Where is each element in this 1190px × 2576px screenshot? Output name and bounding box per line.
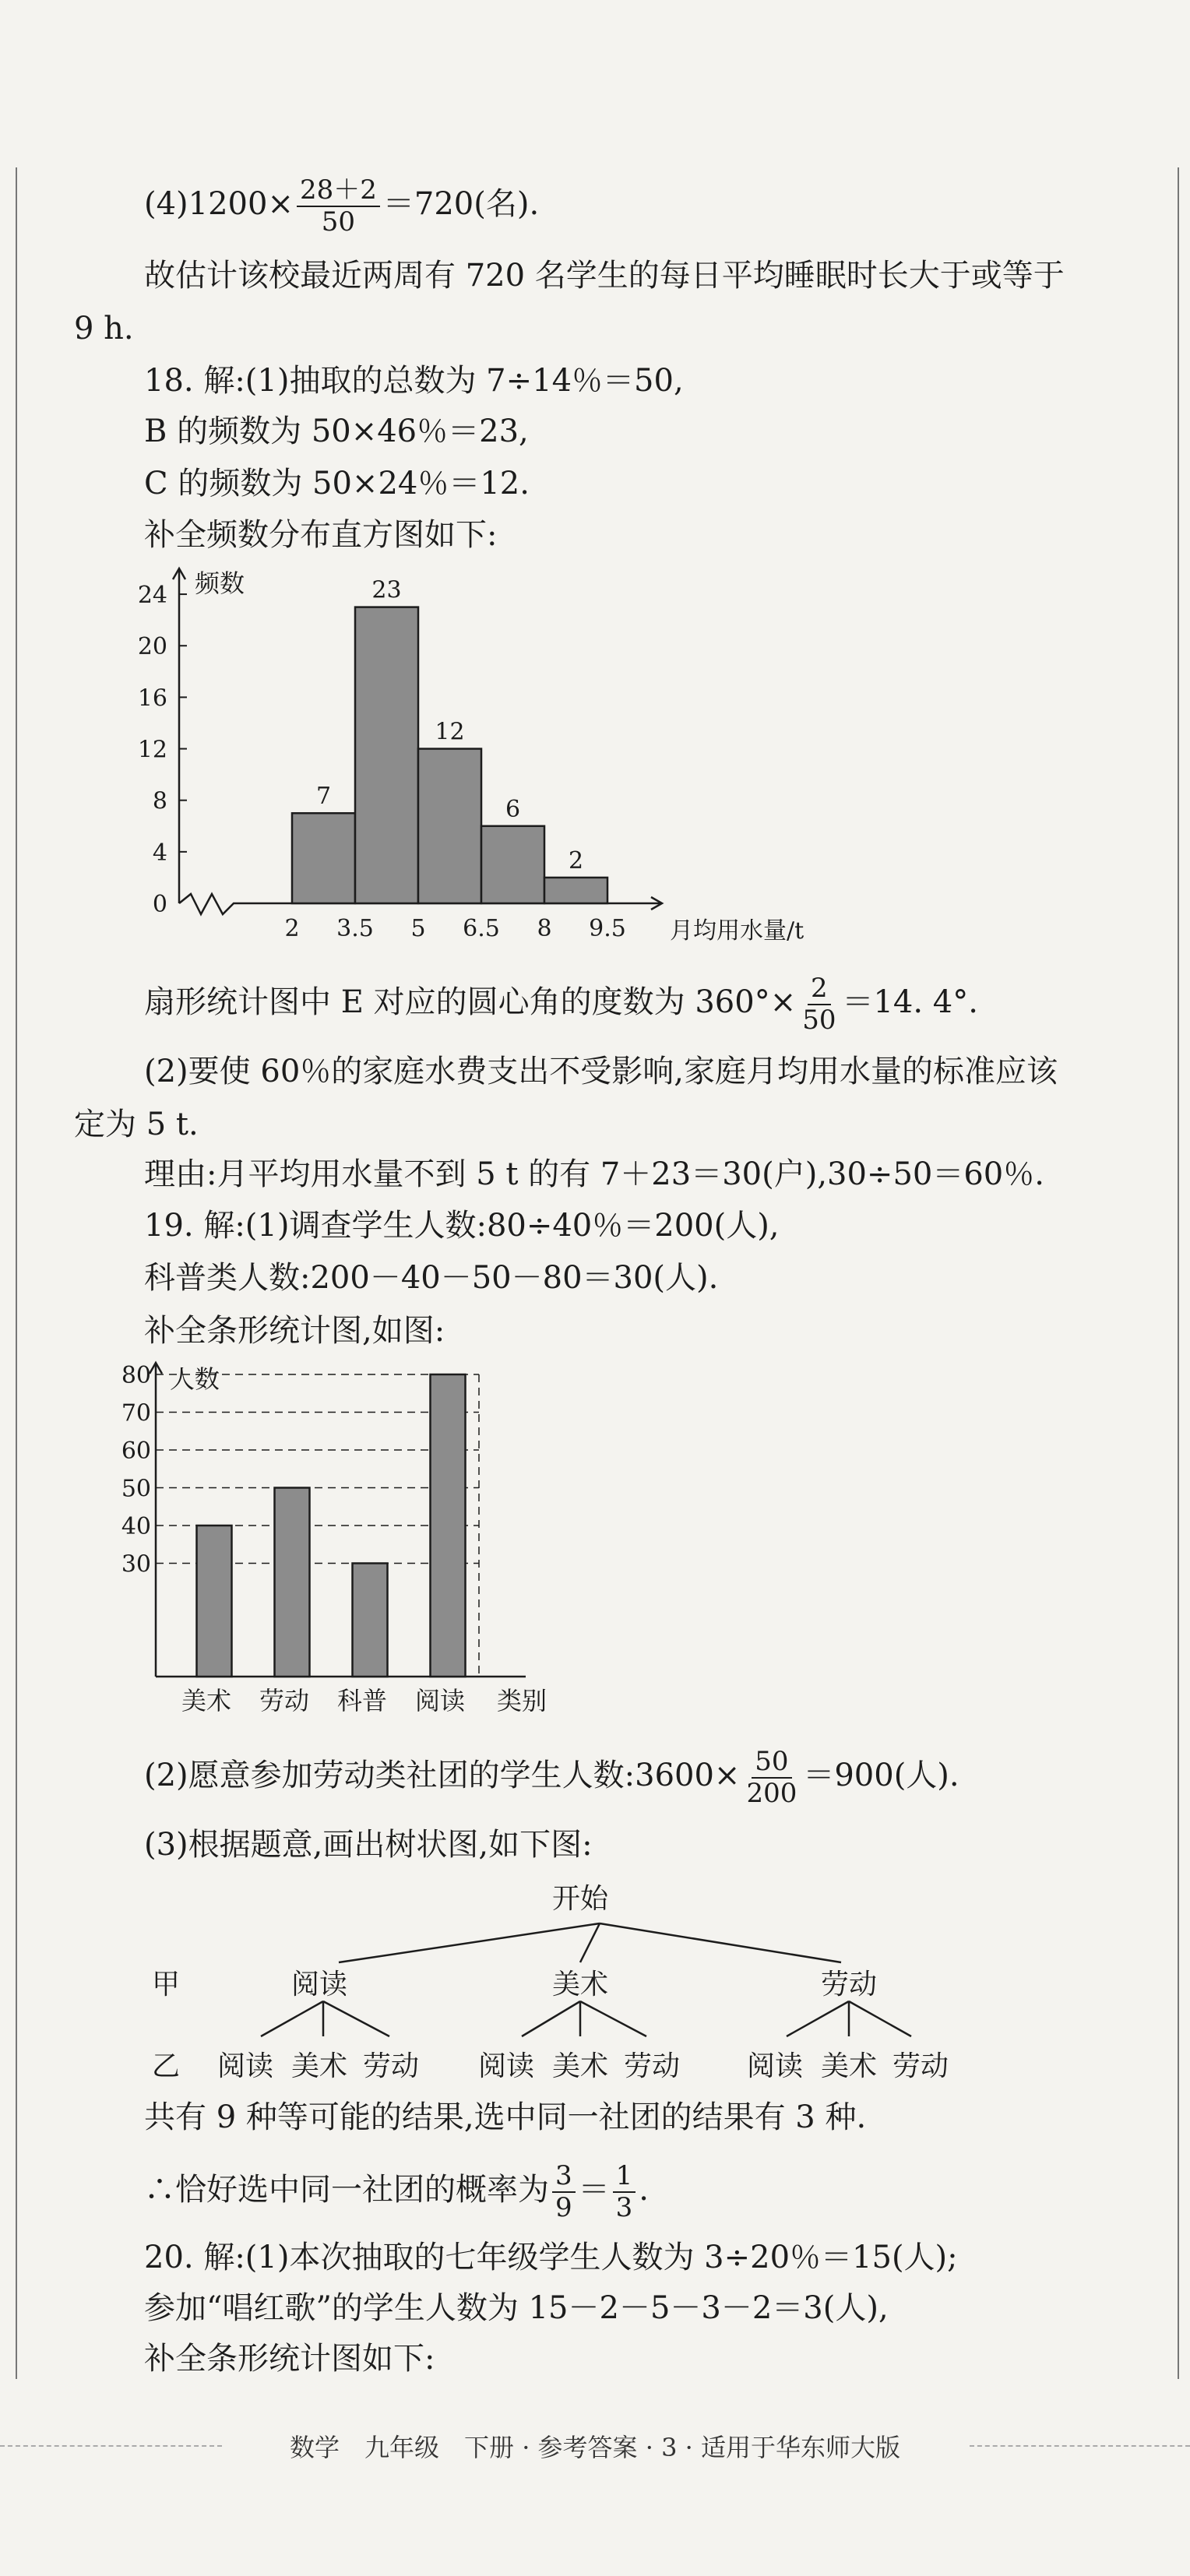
sector-fraction [799, 973, 839, 1036]
tree-leaf-3-labor: 劳动 [892, 2050, 949, 2082]
q17-part4-prefix: (4)1200× [144, 186, 294, 223]
sector-prefix: 扇形统计图中 E 对应的圆心角的度数为 360°× [144, 984, 797, 1021]
q19-part3-line: (3)根据题意,画出树状图,如下图: [144, 1827, 593, 1863]
q19-part2-numerator: 50 [752, 1747, 791, 1779]
q19-part2-line [144, 1747, 959, 1809]
sector-suffix: ＝14. 4°. [842, 984, 978, 1021]
tree-row2-label: 乙 [152, 2050, 181, 2082]
bar-category-label: 科普 [336, 1686, 388, 1716]
tree-leaf-1-art: 美术 [290, 2050, 348, 2082]
hist-bar-label: 2 [568, 846, 584, 875]
bar-rect [431, 1374, 466, 1677]
bar-rect [275, 1488, 310, 1677]
sector-angle-line [144, 973, 978, 1036]
hist-x-tick-label: 3.5 [336, 915, 374, 942]
tree-branch-read: 阅读 [290, 1969, 348, 2001]
bar-y-tick-label: 60 [121, 1438, 151, 1465]
prob-prefix: ∴恰好选中同一社团的概率为 [144, 2172, 549, 2208]
tree-leaf-2-art: 美术 [551, 2050, 609, 2082]
prob-denominator-1: 9 [555, 2192, 572, 2224]
hist-x-tick-label: 2 [284, 915, 300, 942]
tree-branch-labor: 劳动 [820, 1969, 878, 2001]
category-bar-chart [121, 1351, 678, 1717]
tree-diagram [140, 1869, 1121, 2095]
q17-part4-line [144, 175, 539, 238]
hist-bar-label: 12 [435, 718, 465, 746]
q19-part2-prefix: (2)愿意参加劳动类社团的学生人数:3600× [144, 1758, 741, 1794]
bar-category-label: 美术 [181, 1686, 232, 1716]
q20-line-3: 补全条形统计图如下: [144, 2341, 435, 2377]
prob-fraction-2 [613, 2161, 636, 2223]
hist-bar [481, 826, 544, 903]
hist-x-axis-title: 月均用水量/t [670, 917, 804, 945]
hist-y-tick-label: 12 [137, 736, 167, 764]
bar-y-tick-label: 40 [121, 1513, 151, 1540]
bar-x-axis-title: 类别 [496, 1686, 547, 1716]
q18-part2-line-1: (2)要使 60％的家庭水费支出不受影响,家庭月均用水量的标准应该 [144, 1054, 1058, 1089]
q20-line-2: 参加“唱红歌”的学生人数为 15－2－5－3－2＝3(人), [144, 2290, 889, 2326]
q20-line-1: 20. 解:(1)本次抽取的七年级学生人数为 3÷20％＝15(人); [144, 2240, 958, 2275]
hist-y-tick-label: 4 [152, 839, 167, 867]
sector-numerator: 2 [808, 973, 831, 1005]
prob-equals: ＝ [578, 2172, 610, 2208]
q19-line-1: 19. 解:(1)调查学生人数:80÷40％＝200(人), [144, 1208, 780, 1244]
hist-x-tick-label: 8 [537, 915, 552, 942]
hist-x-tick-label: 9.5 [589, 915, 626, 942]
left-margin-rule [16, 167, 17, 2379]
bar-rect [197, 1526, 232, 1677]
tree-leaf-1-read: 阅读 [217, 2050, 274, 2082]
q17-part4-suffix: ＝720(名). [382, 186, 540, 223]
tree-leaf-1-labor: 劳动 [362, 2050, 420, 2082]
page-footer: 数学 九年级 下册 · 参考答案 · 3 · 适用于华东师大版 [290, 2433, 900, 2462]
bar-y-tick-label: 30 [121, 1550, 151, 1578]
tree-leaf-2-labor: 劳动 [623, 2050, 681, 2082]
q18-line-3: C 的频数为 50×24％＝12. [144, 466, 530, 501]
tree-leaf-3-read: 阅读 [746, 2050, 804, 2082]
hist-bar [418, 749, 481, 903]
estimate-line-2: 9 h. [74, 311, 134, 347]
tree-leaf-3-art: 美术 [820, 2050, 878, 2082]
bar-category-label: 劳动 [259, 1686, 310, 1716]
hist-y-tick-label: 16 [137, 684, 167, 713]
q18-line-1: 18. 解:(1)抽取的总数为 7÷14％＝50, [144, 363, 684, 399]
bar-category-label: 阅读 [414, 1686, 466, 1716]
q18-line-4: 补全频数分布直方图如下: [144, 517, 498, 553]
hist-y-tick-label: 24 [137, 582, 167, 610]
q19-part2-denominator: 200 [746, 1778, 797, 1810]
prob-numerator-2: 1 [613, 2161, 636, 2193]
q19-line-2: 科普类人数:200－40－50－80＝30(人). [144, 1260, 719, 1296]
hist-bar [292, 813, 355, 903]
hist-y-tick-label: 0 [152, 891, 167, 918]
bar-rect [353, 1564, 388, 1677]
q18-reason-line: 理由:月平均用水量不到 5 t 的有 7＋23＝30(户),30÷50＝60％. [144, 1156, 1044, 1192]
estimate-line-1: 故估计该校最近两周有 720 名学生的每日平均睡眠时长大于或等于 [144, 258, 1065, 294]
q19-result-line: 共有 9 种等可能的结果,选中同一社团的结果有 3 种. [144, 2099, 867, 2135]
q17-part4-numerator: 28＋2 [297, 175, 380, 207]
hist-bar-label: 23 [371, 576, 402, 604]
q19-part2-fraction [743, 1747, 800, 1809]
hist-y-tick-label: 20 [137, 633, 167, 661]
q18-line-2: B 的频数为 50×46％＝23, [144, 413, 529, 449]
q19-line-3: 补全条形统计图,如图: [144, 1313, 445, 1349]
q17-part4-fraction [297, 175, 380, 238]
hist-x-tick-label: 6.5 [463, 915, 500, 942]
q17-part4-denominator: 50 [321, 206, 356, 238]
prob-suffix: . [639, 2172, 649, 2208]
right-margin-rule [1178, 167, 1179, 2379]
tree-leaf-2-read: 阅读 [477, 2050, 535, 2082]
sector-denominator: 50 [802, 1005, 836, 1036]
prob-numerator-1: 3 [552, 2161, 576, 2193]
q19-part2-suffix: ＝900(人). [803, 1758, 959, 1794]
tree-root: 开始 [551, 1883, 609, 1915]
hist-bar [355, 607, 418, 903]
hist-bar-label: 7 [315, 783, 332, 811]
prob-fraction-1 [552, 2161, 576, 2223]
hist-bar [544, 878, 607, 903]
histogram-chart [117, 557, 818, 962]
hist-y-axis-title: 频数 [195, 568, 245, 598]
bar-y-tick-label: 50 [121, 1475, 151, 1503]
hist-y-tick-label: 8 [152, 787, 167, 815]
tree-branch-art: 美术 [551, 1969, 609, 2001]
bar-y-tick-label: 70 [121, 1399, 151, 1427]
probability-line [144, 2161, 649, 2223]
q18-part2-line-2: 定为 5 t. [74, 1107, 199, 1142]
tree-row1-label: 甲 [152, 1969, 181, 2001]
hist-bar-label: 6 [505, 795, 521, 823]
prob-denominator-2: 3 [615, 2192, 633, 2224]
bar-y-axis-title: 人数 [170, 1364, 220, 1394]
hist-x-tick-label: 5 [410, 915, 426, 942]
bar-y-tick-label: 80 [121, 1362, 151, 1389]
